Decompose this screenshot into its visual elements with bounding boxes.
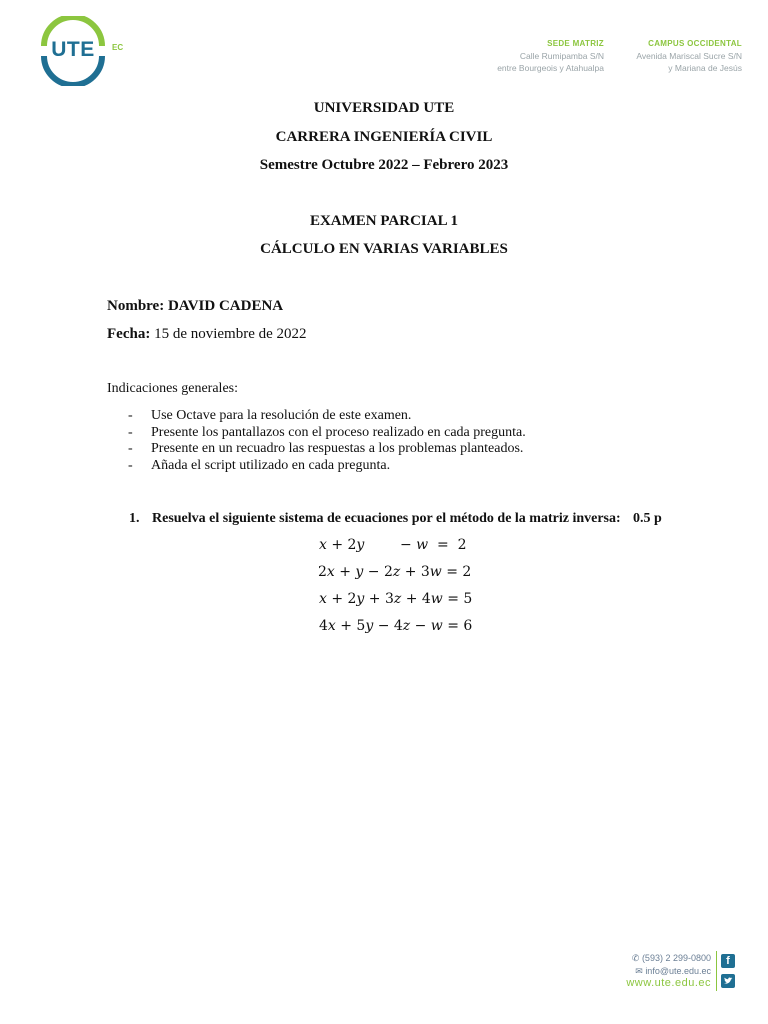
footer-divider	[716, 951, 717, 991]
instruction-text: Añada el script utilizado en cada pregunta.	[151, 457, 391, 473]
campus-occidental-address	[610, 38, 742, 74]
name-label: Nombre:	[107, 298, 165, 314]
twitter-icon[interactable]	[721, 974, 735, 988]
list-item: - Añada el script utilizado en cada pregunta.	[128, 457, 391, 473]
student-name	[107, 298, 283, 315]
ute-logo	[38, 16, 130, 90]
logo-text: UTE	[51, 38, 95, 61]
logo-suffix: EC	[112, 43, 124, 52]
campus-occidental-line2: y Mariana de Jesús	[668, 63, 742, 73]
name-value: DAVID CADENA	[167, 298, 284, 314]
university-title: UNIVERSIDAD UTE	[313, 100, 455, 116]
instructions-heading: Indicaciones generales:	[107, 381, 238, 396]
question-number: 1.	[129, 511, 140, 526]
equation-4: 4𝑥 + 5𝑦 − 4𝑧 − 𝑤 = 6	[319, 618, 473, 634]
equation-3: 𝑥 + 2𝑦 + 3𝑧 + 4𝑤 = 5	[319, 591, 473, 607]
question-text: Resuelva el siguiente sistema de ecuaciones por el método de la matriz inversa:	[152, 511, 621, 526]
footer-website[interactable]: www.ute.edu.ec	[626, 977, 711, 989]
list-item: - Presente en un recuadro las respuestas a los problemas planteados.	[128, 441, 524, 456]
campus-occidental-line1: Avenida Mariscal Sucre S/N	[636, 51, 742, 61]
date-label: Fecha:	[107, 326, 151, 342]
semester-title: Semestre Octubre 2022 – Febrero 2023	[259, 157, 509, 173]
campus-occidental-title: CAMPUS OCCIDENTAL	[648, 39, 742, 48]
equation-1: 𝑥 + 2𝑦 − 𝑤 = 2	[319, 537, 467, 553]
date-value: 15 de noviembre de 2022	[154, 326, 307, 342]
facebook-icon[interactable]: f	[721, 954, 735, 968]
instructions-list	[128, 408, 688, 474]
footer-phone	[560, 953, 711, 964]
equation-2: 2𝑥 + 𝑦 − 2𝑧 + 3𝑤 = 2	[318, 564, 472, 580]
phone-icon: ✆	[631, 953, 640, 963]
instruction-text: Presente en un recuadro las respuestas a los problemas planteados.	[151, 441, 524, 456]
instruction-text: Use Octave para la resolución de este examen.	[151, 408, 412, 423]
course-title: CÁLCULO EN VARIAS VARIABLES	[260, 241, 508, 257]
email-address: info@ute.edu.ec	[645, 966, 711, 976]
instruction-text: Presente los pantallazos con el proceso realizado en cada pregunta.	[151, 424, 526, 440]
list-item: - Presente los pantallazos con el proceso realizado en cada pregunta.	[128, 424, 526, 440]
career-title: CARRERA INGENIERÍA CIVIL	[275, 129, 493, 145]
campus-matriz-title: SEDE MATRIZ	[547, 39, 604, 48]
phone-number: (593) 2 299-0800	[641, 953, 711, 963]
exam-title: EXAMEN PARCIAL 1	[309, 213, 459, 229]
exam-date	[107, 326, 307, 343]
campus-matriz-line2: entre Bourgeois y Atahualpa	[497, 63, 604, 73]
campus-matriz-line1: Calle Rumipamba S/N	[519, 51, 604, 61]
campus-matriz-address	[440, 38, 604, 74]
list-item: - Use Octave para la resolución de este examen.	[128, 408, 412, 423]
footer-email	[560, 966, 711, 977]
question-points: 0.5 p	[633, 511, 662, 526]
email-icon: ✉	[635, 966, 643, 976]
